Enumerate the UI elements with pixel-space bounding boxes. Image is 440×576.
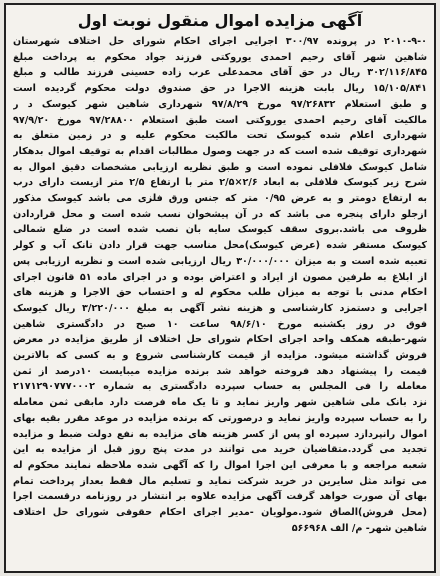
notice-title: آگهی مزایده اموال منقول نوبت اول	[77, 11, 363, 30]
notice-line: نزد بانک ملی شاهین شهر واریز نماید و تا یک ماه فرصت دارد مابقی ثمن معامله	[13, 397, 427, 409]
notice-line: شعبه مراجعه و با معرفی این اجرا اموال را که آگهی شده ملاحظه نمایند محکوم له	[13, 459, 427, 471]
notice-line: کیوسک مستقر شده (عرض کیوسک)محل مناسب جهت قرار دادن تانک آب و کولر	[13, 240, 427, 252]
notice-line: فوق در روز یکشنبه مورخ ۹۸/۶/۱۰ ساعت ۱۰ صبح در دادگستری شاهین	[13, 318, 427, 330]
notice-line: ۲۰۱۰-۹-۰ در پرونده ۳۰۰/۹۷ اجرایی اجرای احکام شورای حل اختلاف شهرستان	[13, 36, 427, 47]
notice-line: تجدید می گردد.متقاضیان خرید می توانند در مدت پنج روز قبل از مزایده به این	[13, 444, 427, 456]
notice-line: معامله را فی المجلس به حساب سپرده دادگستری به شماره ۲۱۷۱۲۹۰۷۷۷۰۰۰۲	[13, 381, 427, 393]
notice-line: مالکیت آقای رحیم احمدی یوروکتی است طبق استعلام ۹۷/۲۸۸۰۰ مورخ ۹۷/۹/۲۰	[13, 114, 427, 126]
notice-line: را به حساب سپرده واریز نماید و درصورتی که برنده مزایده در موعد مقرر بقیه بهای	[13, 412, 427, 424]
notice-line: اموال رانپردازد سپرده او پس از کسر هزینه های مزایده به نفع دولت ضبط و مزایده	[13, 428, 427, 440]
notice-line: شهرداری توقیف شده است که در جهت وصول مطالبات اقدام به توقیف اموال بدهکار	[13, 145, 427, 157]
auction-notice	[4, 3, 436, 573]
notice-line: شرح زیر کیوسک فلافلی به ابعاد ۲/۶×۲/۵ متر با ارتفاع ۲/۵ متر ازیست دارای درب	[13, 177, 427, 189]
notice-body	[13, 34, 427, 537]
notice-line: (محل فروش)الصاق شود.مولویان -مدیر اجرای احکام حقوقی شورای حل اختلاف	[13, 507, 427, 519]
notice-line: ۳۰۲/۱۱۶/۸۴۵ ریال در حق آقای محمدعلی عرب زاده حسینی فرزند طالب و مبلغ	[13, 67, 427, 79]
notice-line: ازجلو دارای پنجره می باشد که در آن پیشخوان نسب شده است و محل قراردادن	[13, 208, 427, 220]
notice-line: قیمت را پیشنهاد دهد فروخته خواهد شد برنده مزایده میبایست ۱۰درصد از ثمن	[13, 365, 427, 377]
notice-line: شاهین شهر- م/ الف ۵۶۶۹۶۸	[291, 522, 427, 534]
notice-line: شامل کیوسک فلافلی نموده است و طبق نظریه ارزیابی مشخصات دقیق اموال به	[13, 161, 427, 173]
notice-line: شهرداری اعلام شده کیوسک تحت مالکیت محکوم علیه و در زمین متعلق به	[13, 130, 427, 142]
notice-line: بهای آن صورت خواهد گرفت آگهی مزایده علاوه بر انتشار در روزنامه درقسمت اجرا	[13, 491, 427, 503]
notice-line: اجرایی و دستمزد کارشناسی و هزینه نشر آگهی به مبلغ ۳/۲۲۰/۰۰۰ ریال کیوسک	[13, 302, 427, 314]
notice-line: تعبیه شده است و به میزان ۳۰/۰۰۰/۰۰۰ ریال ارزیابی شده است و نظریه ارزیابی پس	[13, 255, 427, 267]
notice-line: از ابلاغ به طرفین مصون از ایراد و اعتراض بوده و در اجرای ماده ۵۱ قانون اجرای	[13, 271, 427, 283]
notice-line: ظروف می باشد.بروی سقف کیوسک سایه بان نصب شده است در ضلع شمالی	[13, 224, 427, 236]
notice-line: ۱۵/۱۰۵/۸۴۱ ریال بابت هزینه الاجرا در حق صندوق دولت محکوم گردیده است	[13, 83, 427, 95]
notice-line: شاهین شهر آقای رحیم احمدی یوروکتی فرزند جواد محکوم به پرداخت مبلغ	[13, 51, 427, 63]
notice-line: احکام مدنی با توجه به میزان طلب محکوم له و احتساب حق الاجرا و هزینه های	[13, 287, 427, 299]
notice-line: شهر-طبقه همکف واحد اجرای احکام شورای حل اختلاف از طریق مزایده در معرض	[13, 334, 427, 346]
notice-line: به ارتفاع دومتر و به عرض ۰/۹۵ متر که جنس ورق فلزی می باشد کیوسک مذکور	[13, 193, 427, 205]
notice-line: فروش گذاشته میشود. مزایده از قیمت کارشناسی شروع و به کسی که بالاترین	[13, 350, 427, 362]
notice-line: و طبق استعلام ۹۷/۲۶۸۳۲ مورخ ۹۷/۸/۲۹ شهرداری شاهین شهر کیوسک د ر	[13, 98, 427, 110]
notice-line: می تواند مثل سایرین در خرید شرکت نماید و تسلیم مال فقط بعداز پرداخت تمام	[13, 475, 427, 487]
